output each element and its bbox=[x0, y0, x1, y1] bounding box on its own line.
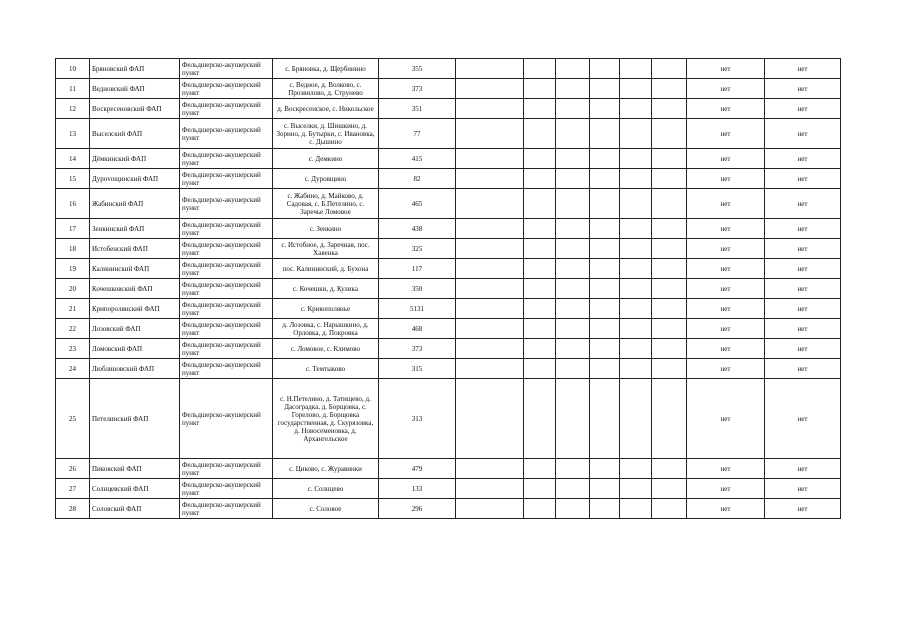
empty-cell bbox=[456, 119, 524, 149]
empty-cell bbox=[456, 479, 524, 499]
flag-1: нет bbox=[687, 219, 765, 239]
facility-name: Крипopoлянский ФАП bbox=[90, 299, 180, 319]
facility-type: Фельдшерско-акушерский пункт bbox=[180, 219, 273, 239]
empty-cell bbox=[652, 459, 687, 479]
served-settlements: с. Солнцево bbox=[273, 479, 379, 499]
table-row bbox=[56, 239, 841, 259]
row-number: 17 bbox=[56, 219, 90, 239]
flag-2: нет bbox=[765, 359, 841, 379]
facility-name: Соловский ФАП bbox=[90, 499, 180, 519]
empty-cell bbox=[620, 219, 652, 239]
flag-1: нет bbox=[687, 479, 765, 499]
flag-2: нет bbox=[765, 479, 841, 499]
empty-cell bbox=[652, 219, 687, 239]
empty-cell bbox=[556, 359, 590, 379]
empty-cell bbox=[620, 239, 652, 259]
served-settlements: с. Ведное, д. Волково, с. Прозвилово, д. Струнево bbox=[273, 79, 379, 99]
served-settlements: с. Дуровщино bbox=[273, 169, 379, 189]
facility-type: Фельдшерско-акушерский пункт bbox=[180, 279, 273, 299]
flag-1: нет bbox=[687, 259, 765, 279]
table-row bbox=[56, 359, 841, 379]
empty-cell bbox=[590, 239, 620, 259]
facility-type: Фельдшерско-акушерский пункт bbox=[180, 119, 273, 149]
table-row bbox=[56, 219, 841, 239]
table-row bbox=[56, 279, 841, 299]
empty-cell bbox=[620, 169, 652, 189]
served-settlements: с. Жабино, д. Майково, д. Садовая, с. Б.Петелино, с. Заречье Ломовое bbox=[273, 189, 379, 219]
served-settlements: с. Бряновка, д. Щербинино bbox=[273, 59, 379, 79]
flag-2: нет bbox=[765, 459, 841, 479]
empty-cell bbox=[590, 279, 620, 299]
empty-cell bbox=[590, 219, 620, 239]
row-number: 11 bbox=[56, 79, 90, 99]
table-row bbox=[56, 259, 841, 279]
empty-cell bbox=[620, 99, 652, 119]
facility-name: Калининский ФАП bbox=[90, 259, 180, 279]
empty-cell bbox=[456, 499, 524, 519]
empty-cell bbox=[590, 499, 620, 519]
facility-name: Лозовский ФАП bbox=[90, 319, 180, 339]
flag-2: нет bbox=[765, 169, 841, 189]
table-row bbox=[56, 99, 841, 119]
population: 355 bbox=[379, 59, 456, 79]
row-number: 15 bbox=[56, 169, 90, 189]
served-settlements: с. Ломовое, с. Климово bbox=[273, 339, 379, 359]
empty-cell bbox=[590, 479, 620, 499]
empty-cell bbox=[524, 479, 556, 499]
facility-type: Фельдшерско-акушерский пункт bbox=[180, 79, 273, 99]
empty-cell bbox=[590, 119, 620, 149]
population: 373 bbox=[379, 339, 456, 359]
empty-cell bbox=[652, 79, 687, 99]
facility-name: Истобенский ФАП bbox=[90, 239, 180, 259]
facility-type: Фельдшерско-акушерский пункт bbox=[180, 299, 273, 319]
served-settlements: с. Зенкино bbox=[273, 219, 379, 239]
flag-1: нет bbox=[687, 169, 765, 189]
empty-cell bbox=[456, 149, 524, 169]
row-number: 24 bbox=[56, 359, 90, 379]
row-number: 22 bbox=[56, 319, 90, 339]
facility-name: Кочешковский ФАП bbox=[90, 279, 180, 299]
population: 82 bbox=[379, 169, 456, 189]
flag-2: нет bbox=[765, 119, 841, 149]
empty-cell bbox=[652, 169, 687, 189]
empty-cell bbox=[556, 99, 590, 119]
flag-2: нет bbox=[765, 219, 841, 239]
empty-cell bbox=[652, 499, 687, 519]
served-settlements: с. Демкино bbox=[273, 149, 379, 169]
empty-cell bbox=[556, 279, 590, 299]
facility-name: Дёмкинский ФАП bbox=[90, 149, 180, 169]
population: 296 bbox=[379, 499, 456, 519]
empty-cell bbox=[620, 359, 652, 379]
facility-name: Петелинский ФАП bbox=[90, 379, 180, 459]
row-number: 12 bbox=[56, 99, 90, 119]
flag-1: нет bbox=[687, 499, 765, 519]
empty-cell bbox=[456, 459, 524, 479]
flag-1: нет bbox=[687, 119, 765, 149]
table-row bbox=[56, 319, 841, 339]
served-settlements: с. Истобное, д. Заречная, пос. Хавенка bbox=[273, 239, 379, 259]
empty-cell bbox=[590, 339, 620, 359]
empty-cell bbox=[524, 499, 556, 519]
table-row bbox=[56, 169, 841, 189]
facility-type: Фельдшерско-акушерский пункт bbox=[180, 259, 273, 279]
served-settlements: д. Воскресенское, с. Никольское bbox=[273, 99, 379, 119]
population: 351 bbox=[379, 99, 456, 119]
empty-cell bbox=[524, 99, 556, 119]
empty-cell bbox=[556, 459, 590, 479]
population: 438 bbox=[379, 219, 456, 239]
table-row bbox=[56, 339, 841, 359]
facility-type: Фельдшерско-акушерский пункт bbox=[180, 319, 273, 339]
facility-type: Фельдшерско-акушерский пункт bbox=[180, 59, 273, 79]
flag-2: нет bbox=[765, 259, 841, 279]
facility-type: Фельдшерско-акушерский пункт bbox=[180, 149, 273, 169]
empty-cell bbox=[556, 149, 590, 169]
empty-cell bbox=[620, 279, 652, 299]
empty-cell bbox=[556, 79, 590, 99]
table-row bbox=[56, 299, 841, 319]
empty-cell bbox=[652, 319, 687, 339]
facility-type: Фельдшерско-акушерский пункт bbox=[180, 359, 273, 379]
empty-cell bbox=[456, 299, 524, 319]
empty-cell bbox=[524, 279, 556, 299]
facility-name: Солнцевский ФАП bbox=[90, 479, 180, 499]
flag-1: нет bbox=[687, 299, 765, 319]
empty-cell bbox=[556, 239, 590, 259]
empty-cell bbox=[556, 319, 590, 339]
empty-cell bbox=[556, 119, 590, 149]
empty-cell bbox=[620, 79, 652, 99]
empty-cell bbox=[524, 149, 556, 169]
flag-2: нет bbox=[765, 339, 841, 359]
facility-name: Дурovoщинский ФАП bbox=[90, 169, 180, 189]
row-number: 19 bbox=[56, 259, 90, 279]
empty-cell bbox=[456, 359, 524, 379]
empty-cell bbox=[524, 379, 556, 459]
flag-1: нет bbox=[687, 459, 765, 479]
facility-name: Выселский ФАП bbox=[90, 119, 180, 149]
population: 133 bbox=[379, 479, 456, 499]
empty-cell bbox=[620, 299, 652, 319]
empty-cell bbox=[652, 479, 687, 499]
flag-1: нет bbox=[687, 99, 765, 119]
empty-cell bbox=[556, 479, 590, 499]
empty-cell bbox=[652, 259, 687, 279]
row-number: 18 bbox=[56, 239, 90, 259]
empty-cell bbox=[556, 379, 590, 459]
row-number: 26 bbox=[56, 459, 90, 479]
empty-cell bbox=[652, 279, 687, 299]
flag-1: нет bbox=[687, 79, 765, 99]
empty-cell bbox=[556, 219, 590, 239]
empty-cell bbox=[620, 319, 652, 339]
empty-cell bbox=[456, 239, 524, 259]
row-number: 21 bbox=[56, 299, 90, 319]
flag-2: нет bbox=[765, 149, 841, 169]
table-row bbox=[56, 119, 841, 149]
empty-cell bbox=[456, 319, 524, 339]
empty-cell bbox=[456, 59, 524, 79]
facilities-table bbox=[55, 58, 841, 519]
empty-cell bbox=[620, 459, 652, 479]
flag-2: нет bbox=[765, 279, 841, 299]
flag-1: нет bbox=[687, 319, 765, 339]
empty-cell bbox=[590, 149, 620, 169]
flag-2: нет bbox=[765, 379, 841, 459]
empty-cell bbox=[590, 359, 620, 379]
empty-cell bbox=[456, 189, 524, 219]
row-number: 20 bbox=[56, 279, 90, 299]
empty-cell bbox=[524, 259, 556, 279]
row-number: 28 bbox=[56, 499, 90, 519]
empty-cell bbox=[620, 499, 652, 519]
empty-cell bbox=[652, 119, 687, 149]
empty-cell bbox=[524, 299, 556, 319]
flag-1: нет bbox=[687, 339, 765, 359]
flag-1: нет bbox=[687, 59, 765, 79]
empty-cell bbox=[556, 189, 590, 219]
population: 325 bbox=[379, 239, 456, 259]
served-settlements: с. Циково, с. Журавинки bbox=[273, 459, 379, 479]
empty-cell bbox=[652, 339, 687, 359]
empty-cell bbox=[620, 59, 652, 79]
empty-cell bbox=[556, 259, 590, 279]
empty-cell bbox=[652, 59, 687, 79]
empty-cell bbox=[524, 359, 556, 379]
empty-cell bbox=[590, 59, 620, 79]
population: 415 bbox=[379, 149, 456, 169]
empty-cell bbox=[652, 299, 687, 319]
empty-cell bbox=[524, 219, 556, 239]
empty-cell bbox=[590, 259, 620, 279]
served-settlements: с. Выселки, д. Шишкино, д. Зорино, д. Бутырки, с. Ивановка, с. Дышино bbox=[273, 119, 379, 149]
population: 468 bbox=[379, 319, 456, 339]
table-row bbox=[56, 379, 841, 459]
flag-1: нет bbox=[687, 149, 765, 169]
facility-name: Бряновский ФАП bbox=[90, 59, 180, 79]
empty-cell bbox=[590, 79, 620, 99]
row-number: 27 bbox=[56, 479, 90, 499]
empty-cell bbox=[620, 189, 652, 219]
row-number: 23 bbox=[56, 339, 90, 359]
empty-cell bbox=[590, 319, 620, 339]
facility-type: Фельдшерско-акушерский пункт bbox=[180, 169, 273, 189]
facility-type: Фельдшерско-акушерский пункт bbox=[180, 339, 273, 359]
empty-cell bbox=[652, 99, 687, 119]
table-row bbox=[56, 499, 841, 519]
served-settlements: с. Кривополянье bbox=[273, 299, 379, 319]
flag-2: нет bbox=[765, 189, 841, 219]
empty-cell bbox=[456, 279, 524, 299]
empty-cell bbox=[620, 379, 652, 459]
table-row bbox=[56, 479, 841, 499]
empty-cell bbox=[524, 169, 556, 189]
served-settlements: д. Лозовка, с. Нарышкино, д. Орловка, д. Покровка bbox=[273, 319, 379, 339]
empty-cell bbox=[652, 189, 687, 219]
row-number: 14 bbox=[56, 149, 90, 169]
table-row bbox=[56, 459, 841, 479]
facility-name: Ломовский ФАП bbox=[90, 339, 180, 359]
served-settlements: с. Кочешки, д. Куликa bbox=[273, 279, 379, 299]
empty-cell bbox=[620, 259, 652, 279]
flag-2: нет bbox=[765, 59, 841, 79]
table-row bbox=[56, 79, 841, 99]
population: 479 bbox=[379, 459, 456, 479]
empty-cell bbox=[556, 499, 590, 519]
population: 313 bbox=[379, 379, 456, 459]
flag-2: нет bbox=[765, 99, 841, 119]
row-number: 25 bbox=[56, 379, 90, 459]
flag-2: нет bbox=[765, 79, 841, 99]
empty-cell bbox=[652, 379, 687, 459]
served-settlements: с. Темтыково bbox=[273, 359, 379, 379]
empty-cell bbox=[524, 79, 556, 99]
facility-type: Фельдшерско-акушерский пункт bbox=[180, 189, 273, 219]
empty-cell bbox=[524, 189, 556, 219]
facility-name: Ведновский ФАП bbox=[90, 79, 180, 99]
facility-type: Фельдшерско-акушерский пункт bbox=[180, 239, 273, 259]
table-row bbox=[56, 59, 841, 79]
served-settlements: с. Н.Петелино, д. Татищево, д. Дасоградка, д. Борщовка, с. Горелово, д. Борщовка государственная, д. Скурязовка, д. Новосеменовка, д. Архангельское bbox=[273, 379, 379, 459]
flag-1: нет bbox=[687, 239, 765, 259]
population: 373 bbox=[379, 79, 456, 99]
population: 315 bbox=[379, 359, 456, 379]
facility-name: Жабинский ФАП bbox=[90, 189, 180, 219]
flag-1: нет bbox=[687, 379, 765, 459]
flag-1: нет bbox=[687, 189, 765, 219]
empty-cell bbox=[590, 189, 620, 219]
empty-cell bbox=[524, 239, 556, 259]
flag-2: нет bbox=[765, 499, 841, 519]
empty-cell bbox=[524, 459, 556, 479]
flag-2: нет bbox=[765, 319, 841, 339]
empty-cell bbox=[556, 59, 590, 79]
empty-cell bbox=[652, 359, 687, 379]
empty-cell bbox=[620, 119, 652, 149]
empty-cell bbox=[456, 339, 524, 359]
empty-cell bbox=[524, 119, 556, 149]
empty-cell bbox=[652, 149, 687, 169]
empty-cell bbox=[524, 59, 556, 79]
facility-type: Фельдшерско-акушерский пункт bbox=[180, 459, 273, 479]
served-settlements: пос. Калининский, д. Бухона bbox=[273, 259, 379, 279]
facility-type: Фельдшерско-акушерский пункт bbox=[180, 379, 273, 459]
empty-cell bbox=[456, 169, 524, 189]
facility-name: Зенкинский ФАП bbox=[90, 219, 180, 239]
served-settlements: с. Соловое bbox=[273, 499, 379, 519]
facility-name: Люблиновский ФАП bbox=[90, 359, 180, 379]
empty-cell bbox=[620, 339, 652, 359]
empty-cell bbox=[590, 299, 620, 319]
flag-1: нет bbox=[687, 279, 765, 299]
population: 117 bbox=[379, 259, 456, 279]
population: 5131 bbox=[379, 299, 456, 319]
empty-cell bbox=[524, 319, 556, 339]
empty-cell bbox=[556, 339, 590, 359]
population: 465 bbox=[379, 189, 456, 219]
empty-cell bbox=[456, 259, 524, 279]
facility-name: Пиковский ФАП bbox=[90, 459, 180, 479]
flag-2: нет bbox=[765, 239, 841, 259]
empty-cell bbox=[456, 79, 524, 99]
flag-1: нет bbox=[687, 359, 765, 379]
empty-cell bbox=[590, 169, 620, 189]
empty-cell bbox=[590, 459, 620, 479]
empty-cell bbox=[456, 219, 524, 239]
facility-name: Воскресеновский ФАП bbox=[90, 99, 180, 119]
empty-cell bbox=[620, 479, 652, 499]
facility-type: Фельдшерско-акушерский пункт bbox=[180, 479, 273, 499]
row-number: 10 bbox=[56, 59, 90, 79]
row-number: 16 bbox=[56, 189, 90, 219]
empty-cell bbox=[556, 299, 590, 319]
table-row bbox=[56, 189, 841, 219]
empty-cell bbox=[456, 99, 524, 119]
row-number: 13 bbox=[56, 119, 90, 149]
empty-cell bbox=[620, 149, 652, 169]
population: 77 bbox=[379, 119, 456, 149]
flag-2: нет bbox=[765, 299, 841, 319]
empty-cell bbox=[556, 169, 590, 189]
population: 350 bbox=[379, 279, 456, 299]
table-row bbox=[56, 149, 841, 169]
empty-cell bbox=[590, 99, 620, 119]
empty-cell bbox=[652, 239, 687, 259]
empty-cell bbox=[456, 379, 524, 459]
empty-cell bbox=[524, 339, 556, 359]
facility-type: Фельдшерско-акушерский пункт bbox=[180, 499, 273, 519]
empty-cell bbox=[590, 379, 620, 459]
facility-type: Фельдшерско-акушерский пункт bbox=[180, 99, 273, 119]
